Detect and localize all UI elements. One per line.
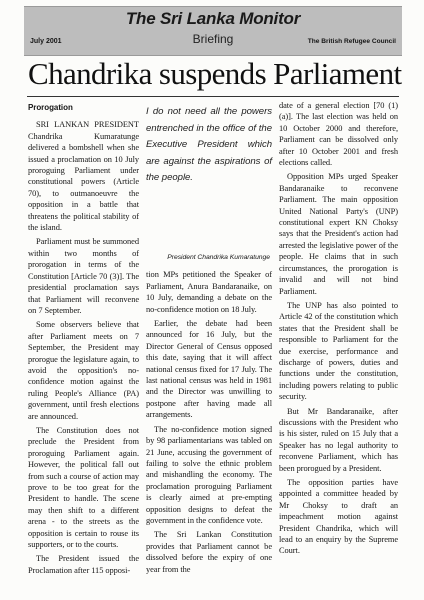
paragraph: Some observers believe that after Parliament meets on 7 September, the President may prorogue the legislature again, to avoid the opposition's no-confidence motion against the ruling People's Alliance (PA) government, until fresh elections are announced. [28,320,139,421]
publisher-name: The British Refugee Council [307,38,396,45]
paragraph: The no-confidence motion signed by 98 parliamentarians was tabled on 21 June, accusing the government of failing to solve the ethnic problem and mishandling the economy. The proclamation proroguing Parliament is clearly aimed at pre-empting opposition designs to defeat the government in the confidence vote. [146,424,272,525]
article-headline: Chandrika suspends Parliament [28,56,402,91]
column-2 [146,100,272,578]
column-1 [28,100,139,579]
paragraph: The UNP has also pointed to Article 42 of the constitution which states that the President shall be responsible to Parliament for the due exercise, performance and discharge of powers, duties and functions under the constitution, including powers relating to public security. [279,300,398,402]
paragraph: But Mr Bandaranaike, after discussions with the President who is his sister, ruled on 15 July that a Speaker has no legal authority to reconvene Parliament, which has been prorogued by a President. [279,406,398,473]
paragraph: date of a general election [70 (1) (a)]. The last election was held on 10 October 2000 and therefore, Parliament can be dissolved only after 10 October 2001 and fresh elections called. [279,101,398,168]
paragraph: tion MPs petitioned the Speaker of Parliament, Anura Bandaranaike, on 10 July, demanding a debate on the no-confidence motion on 18 July. [146,270,272,314]
paragraph: The President issued the Proclamation after 115 opposi- [28,554,139,575]
section-heading: Prorogation [28,103,73,112]
headline-rule [27,96,399,97]
section-label: Briefing [192,32,234,46]
column-3 [279,100,398,560]
publication-title: The Sri Lanka Monitor [125,9,301,28]
column-2-body [146,269,272,575]
pull-quote: I do not need all the powers entrenched in the office of the Executive President which are against the aspirations of the people. [146,106,272,183]
paragraph: Opposition MPs urged Speaker Bandaranaike to reconvene Parliament. The main opposition United National Party's (UNP) constitutional expert KN Choksy says that the President's action had arrested the legislative power of the people. He claims that in such circumstances, the prorogation is invalid and will not bind Parliament. [279,172,398,296]
paragraph: Parliament must be summoned within two months of prorogation in terms of the Constitution [Article 70 (3)]. The presidential proclamation says that Parliament will reconvene on 7 September. [28,237,139,315]
issue-date: July 2001 [30,38,62,45]
paragraph: SRI LANKAN PRESIDENT Chandrika Kumaratunge delivered a bombshell when she issued a proclamation on 10 July proroguing Parliament under constitutional powers (Article 70), to outmanoeuvre the opposition in a battle that threatens the political stability of the island. [28,120,139,233]
quote-attribution: President Chandrika Kumaratunge [167,254,270,261]
masthead [24,6,402,56]
paragraph: The Sri Lankan Constitution provides that Parliament cannot be dissolved before the expiry of one year from the [146,530,272,574]
paragraph: The Constitution does not preclude the President from proroguing Parliament again. However, the political fall out from such a course of action may prove to be too great for the President to handle. The scene may then shift to a different arena - to the streets as the opposition is certain to rouse its supporters, or to the courts. [28,425,139,550]
paragraph: The opposition parties have appointed a committee headed by Mr Choksy to draft an impeachment motion against President Chandrika, which will lead to an enquiry by the Supreme Court. [279,478,398,556]
paragraph: Earlier, the debate had been announced for 16 July, but the Director General of Census opposed this date, saying that it will affect national census fixed for 17 July. The last national census was held in 1981 and the Director was unwilling to postpone after having made all arrangements. [146,319,272,420]
